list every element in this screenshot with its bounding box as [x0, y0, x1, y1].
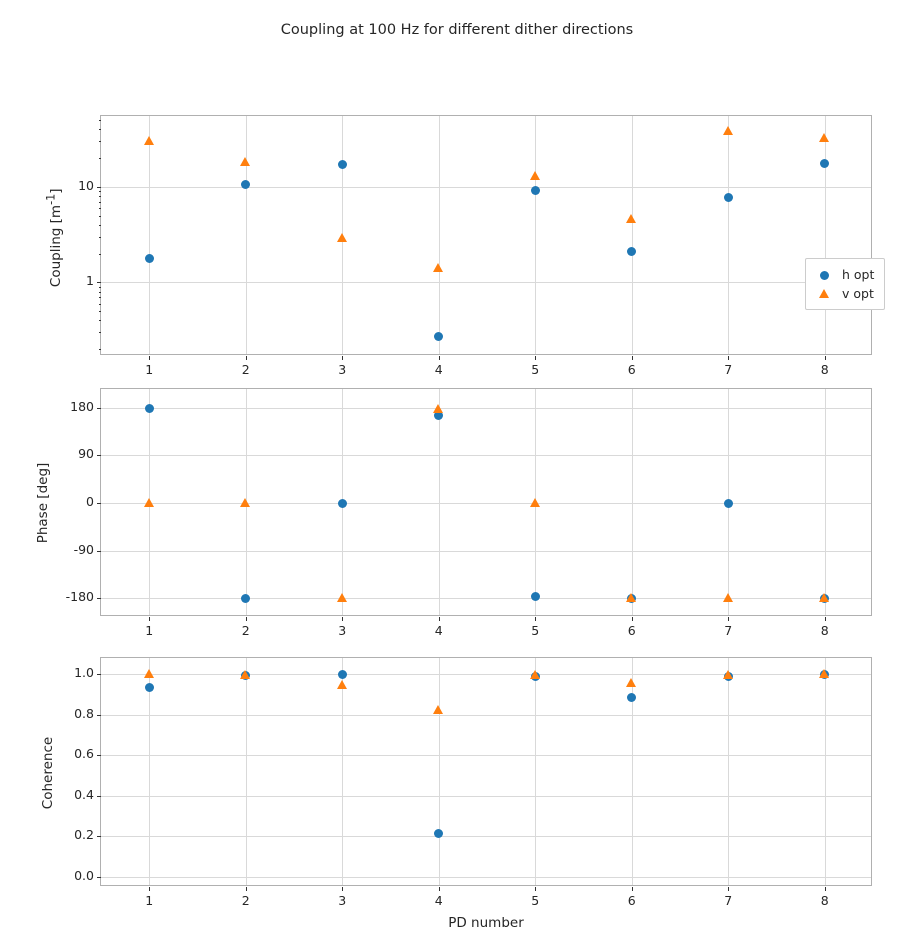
y-tick-minor — [99, 141, 101, 142]
y-tick — [97, 503, 101, 504]
x-tick-label: 8 — [820, 893, 829, 908]
x-tick — [728, 356, 729, 360]
gridline-horizontal — [101, 836, 871, 837]
y-tick-minor — [99, 208, 101, 209]
x-tick — [149, 617, 150, 621]
y-tick-minor — [99, 196, 101, 197]
y-tick — [97, 796, 101, 797]
gridline-vertical — [825, 116, 826, 354]
legend-entry-v-opt — [814, 284, 874, 303]
x-tick — [149, 356, 150, 360]
x-tick-label: 5 — [531, 362, 540, 377]
x-tick-label: 6 — [627, 362, 636, 377]
y-tick-minor — [99, 304, 101, 305]
y-tick-label: 0.0 — [74, 867, 94, 883]
gridline-vertical — [246, 658, 247, 885]
x-tick-label: 3 — [338, 362, 347, 377]
x-tick-label: 6 — [627, 623, 636, 638]
y-tick-minor — [99, 292, 101, 293]
y-tick-minor — [99, 216, 101, 217]
y-tick-label: 0.8 — [74, 705, 94, 721]
ylabel-coupling — [44, 138, 64, 338]
axes-coherence — [74, 657, 872, 908]
gridline-vertical — [825, 389, 826, 615]
gridline-vertical — [728, 658, 729, 885]
x-tick — [825, 617, 826, 621]
y-tick — [97, 755, 101, 756]
gridline-vertical — [439, 658, 440, 885]
y-tick-minor — [99, 349, 101, 350]
gridline-vertical — [632, 116, 633, 354]
x-tick — [632, 356, 633, 360]
y-tick — [97, 598, 101, 599]
xlabel-pd-number: PD number — [448, 915, 524, 931]
gridline-vertical — [149, 116, 150, 354]
x-tick-label: 3 — [338, 893, 347, 908]
x-tick — [825, 356, 826, 360]
axes-phase — [65, 388, 872, 638]
y-tick-label: 0.4 — [74, 786, 94, 802]
y-tick-minor — [99, 254, 101, 255]
ylabel-coupling-tail: ] — [47, 188, 64, 194]
x-tick — [632, 887, 633, 891]
axes-coupling — [78, 115, 875, 377]
gridline-vertical — [439, 389, 440, 615]
plot-area-coherence — [101, 658, 871, 885]
gridline-vertical — [535, 658, 536, 885]
x-tick-label: 1 — [145, 893, 154, 908]
y-tick — [97, 408, 101, 409]
x-tick-label: 1 — [145, 623, 154, 638]
gridline-horizontal — [101, 755, 871, 756]
gridline-horizontal — [101, 796, 871, 797]
gridline-horizontal — [101, 877, 871, 878]
chart-title: Coupling at 100 Hz for different dither directions — [280, 22, 634, 38]
x-tick — [439, 356, 440, 360]
legend-label-h-opt: h opt — [842, 267, 875, 282]
y-tick — [97, 187, 101, 188]
y-tick-label: 0.2 — [74, 827, 94, 843]
y-tick-minor — [99, 202, 101, 203]
plot-area-coupling — [101, 116, 871, 354]
y-tick-label: 180 — [70, 398, 94, 414]
x-tick-label: 4 — [434, 893, 443, 908]
x-tick — [342, 887, 343, 891]
y-tick-label: -90 — [73, 541, 94, 557]
x-tick — [632, 617, 633, 621]
x-tick — [825, 887, 826, 891]
x-tick-label: 4 — [434, 362, 443, 377]
x-tick-label: 4 — [434, 623, 443, 638]
y-tick — [97, 455, 101, 456]
x-tick — [728, 617, 729, 621]
y-tick-label: -180 — [65, 589, 94, 605]
y-tick-minor — [99, 332, 101, 333]
ylabel-coherence: Coherence — [40, 736, 56, 810]
x-tick — [246, 617, 247, 621]
y-tick-minor — [99, 158, 101, 159]
gridline-horizontal — [101, 715, 871, 716]
x-tick — [535, 887, 536, 891]
gridline-vertical — [246, 116, 247, 354]
y-tick-minor — [99, 120, 101, 121]
x-tick-label: 3 — [338, 623, 347, 638]
y-tick — [97, 551, 101, 552]
x-tick — [535, 356, 536, 360]
y-tick — [97, 282, 101, 283]
ylabel-coupling-text: Coupling [m — [47, 204, 64, 288]
x-tick — [149, 887, 150, 891]
y-tick — [97, 877, 101, 878]
y-tick-minor — [99, 320, 101, 321]
x-tick-label: 2 — [241, 623, 250, 638]
x-tick-label: 2 — [241, 362, 250, 377]
gridline-vertical — [535, 116, 536, 354]
gridline-horizontal — [101, 674, 871, 675]
x-tick — [246, 356, 247, 360]
gridline-horizontal — [101, 455, 871, 456]
x-tick — [535, 617, 536, 621]
y-tick-label: 90 — [78, 446, 94, 462]
gridline-vertical — [632, 389, 633, 615]
x-tick-label: 7 — [724, 893, 733, 908]
y-tick-minor — [99, 225, 101, 226]
plot-area-phase — [101, 389, 871, 615]
x-tick — [342, 356, 343, 360]
y-tick-label: 10 — [78, 177, 94, 193]
legend-label-v-opt: v opt — [842, 286, 874, 301]
gridline-horizontal — [101, 551, 871, 552]
y-tick-minor — [99, 311, 101, 312]
x-tick — [439, 617, 440, 621]
gridline-horizontal — [101, 598, 871, 599]
legend — [805, 258, 885, 310]
x-tick-label: 5 — [531, 623, 540, 638]
gridline-horizontal — [101, 408, 871, 409]
y-tick — [97, 674, 101, 675]
y-tick — [97, 836, 101, 837]
x-tick-label: 1 — [145, 362, 154, 377]
gridline-horizontal — [101, 282, 871, 283]
triangle-marker-icon — [814, 287, 836, 301]
y-tick-minor — [99, 237, 101, 238]
y-tick-label: 1 — [86, 273, 94, 289]
y-tick-label: 0.6 — [74, 746, 94, 762]
ylabel-coupling-exponent: -1 — [44, 193, 58, 205]
y-tick — [97, 715, 101, 716]
x-tick-label: 6 — [627, 893, 636, 908]
y-tick-minor — [99, 191, 101, 192]
y-tick-label: 0 — [86, 494, 94, 509]
y-tick-label: 1.0 — [74, 665, 94, 681]
x-tick-label: 5 — [531, 893, 540, 908]
x-tick-label: 7 — [724, 362, 733, 377]
gridline-horizontal — [101, 503, 871, 504]
ylabel-phase: Phase [deg] — [35, 462, 51, 544]
gridline-horizontal — [101, 187, 871, 188]
x-tick — [728, 887, 729, 891]
gridline-vertical — [342, 658, 343, 885]
x-tick-label: 7 — [724, 623, 733, 638]
x-tick — [342, 617, 343, 621]
x-tick-label: 2 — [241, 893, 250, 908]
gridline-vertical — [728, 116, 729, 354]
legend-entry-h-opt — [814, 265, 874, 284]
gridline-vertical — [439, 116, 440, 354]
gridline-vertical — [825, 658, 826, 885]
x-tick — [439, 887, 440, 891]
gridline-vertical — [149, 658, 150, 885]
y-tick-minor — [99, 297, 101, 298]
x-tick-label: 8 — [820, 623, 829, 638]
y-tick-minor — [99, 287, 101, 288]
y-tick-minor — [99, 129, 101, 130]
x-tick — [246, 887, 247, 891]
x-tick-label: 8 — [820, 362, 829, 377]
circle-marker-icon — [814, 268, 836, 282]
